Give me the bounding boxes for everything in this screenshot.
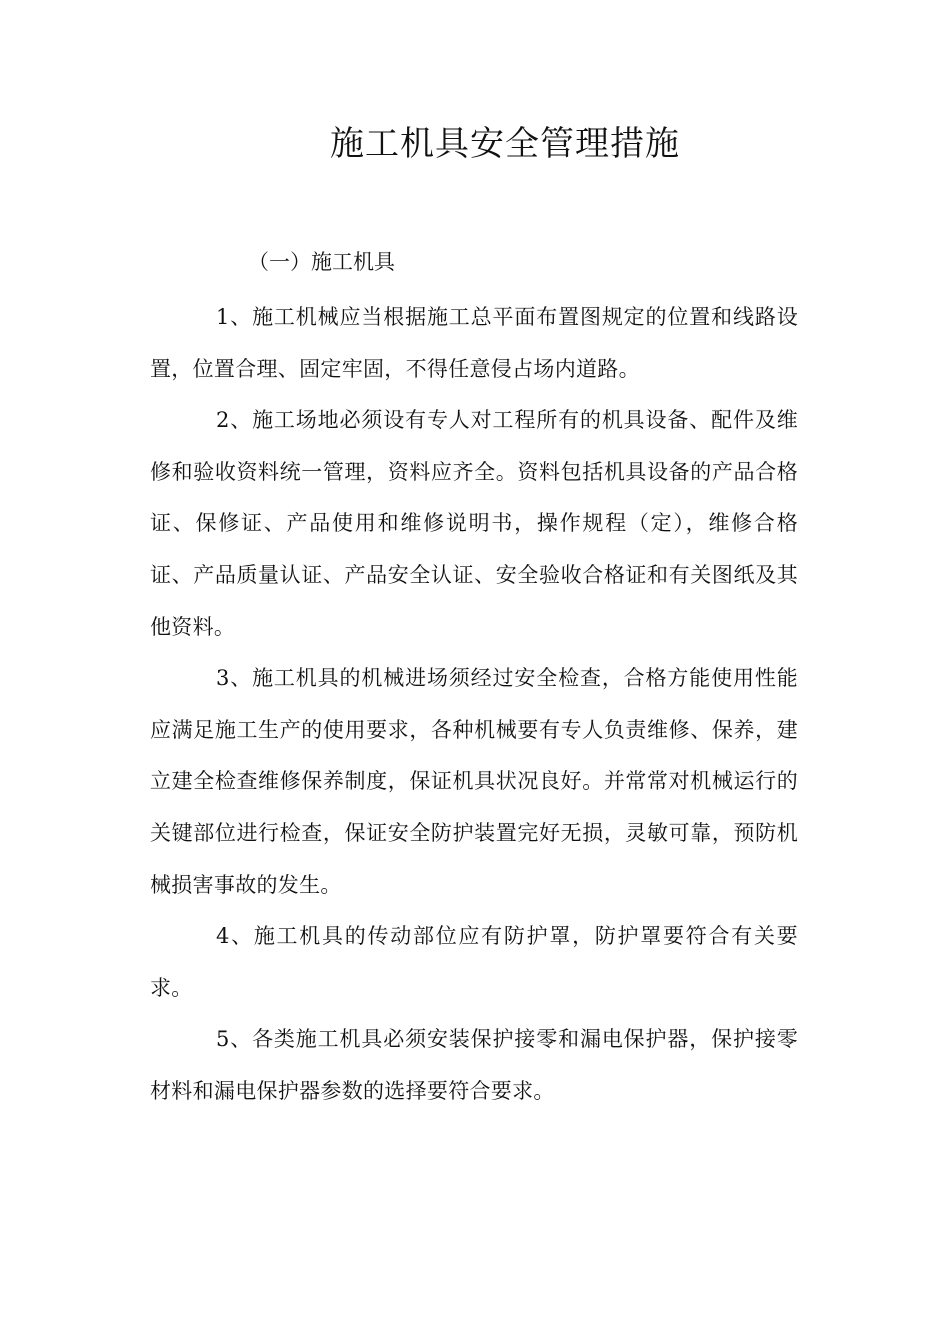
paragraph-3: 3、施工机具的机械进场须经过安全检查，合格方能使用性能应满足施工生产的使用要求，各种机械要有专人负责维修、保养，建立建全检查维修保养制度，保证机具状况良好。并常常对机械运行的关键部位进行检查，保证安全防护装置完好无损，灵敏可靠，预防机械损害事故的发生。 <box>150 666 798 897</box>
section-heading: （一）施工机具 <box>248 250 395 274</box>
document-body <box>150 292 798 1118</box>
paragraph-5: 5、各类施工机具必须安装保护接零和漏电保护器，保护接零材料和漏电保护器参数的选择要符合要求。 <box>150 1027 798 1103</box>
paragraph-4: 4、施工机具的传动部位应有防护罩，防护罩要符合有关要求。 <box>150 924 798 1000</box>
document-title: 施工机具安全管理措施 <box>330 124 680 164</box>
paragraph-1: 1、施工机械应当根据施工总平面布置图规定的位置和线路设置，位置合理、固定牢固，不得任意侵占场内道路。 <box>150 305 798 381</box>
paragraph-2: 2、施工场地必须设有专人对工程所有的机具设备、配件及维修和验收资料统一管理，资料应齐全。资料包括机具设备的产品合格证、保修证、产品使用和维修说明书，操作规程（定），维修合格证、产品质量认证、产品安全认证、安全验收合格证和有关图纸及其他资料。 <box>150 408 798 639</box>
